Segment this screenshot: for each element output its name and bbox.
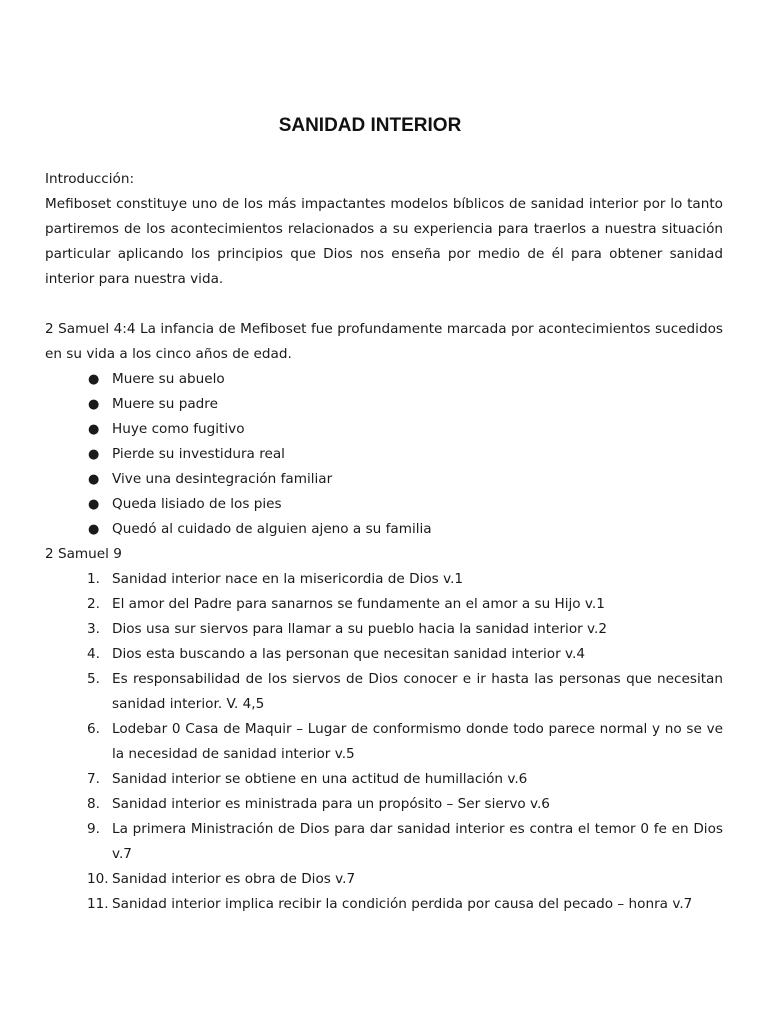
numbered-list <box>45 567 723 917</box>
numbered-item <box>45 867 723 892</box>
section2-heading: 2 Samuel 9 <box>45 546 122 562</box>
numbered-item <box>45 892 723 917</box>
numbered-item <box>45 767 723 792</box>
list-item-text: Muere su abuelo <box>112 371 225 387</box>
numbered-item-text: Sanidad interior es ministrada para un propósito – Ser siervo v.6 <box>112 796 550 812</box>
paragraph-spacer <box>45 292 723 317</box>
bullet-list <box>45 367 723 542</box>
numbered-item-text: Dios esta buscando a las personan que necesitan sanidad interior v.4 <box>112 646 585 662</box>
numbered-item-text: Dios usa sur siervos para llamar a su pueblo hacia la sanidad interior v.2 <box>112 621 608 637</box>
list-item <box>45 442 723 467</box>
list-item <box>45 492 723 517</box>
item-number: 4. <box>87 646 100 662</box>
bullet-icon: ● <box>88 422 100 437</box>
item-number: 11. <box>87 896 109 912</box>
bullet-icon: ● <box>88 522 100 537</box>
item-number: 8. <box>87 796 100 812</box>
numbered-item <box>45 667 723 717</box>
intro-paragraph: Mefiboset constituye uno de los más impactantes modelos bíblicos de sanidad interior por lo tanto partiremos de los acontecimientos relacionados a su experiencia para traerlos a nuestra situación particular aplicando los principios que Dios nos enseña por medio de él para obtener sanidad interior para nuestra vida. <box>45 196 723 287</box>
numbered-item-text: Es responsabilidad de los siervos de Dios conocer e ir hasta las personas que necesitan sanidad interior. V. 4,5 <box>112 671 723 712</box>
list-item-text: Huye como fugitivo <box>112 421 245 437</box>
item-number: 1. <box>87 571 100 587</box>
bullet-icon: ● <box>88 447 100 462</box>
numbered-item-text: Sanidad interior es obra de Dios v.7 <box>112 871 356 887</box>
list-item <box>45 467 723 492</box>
item-number: 5. <box>87 671 100 687</box>
item-number: 10. <box>87 871 109 887</box>
bullet-icon: ● <box>88 372 100 387</box>
numbered-item-text: La primera Ministración de Dios para dar sanidad interior es contra el temor 0 fe en Dios v.7 <box>112 821 723 862</box>
list-item-text: Pierde su investidura real <box>112 446 285 462</box>
item-number: 3. <box>87 621 100 637</box>
numbered-item-text: Lodebar 0 Casa de Maquir – Lugar de conformismo donde todo parece normal y no se ve la necesidad de sanidad interior v.5 <box>112 721 723 762</box>
intro-heading: Introducción: <box>45 171 135 187</box>
bullet-icon: ● <box>88 497 100 512</box>
numbered-item-text: Sanidad interior se obtiene en una actitud de humillación v.6 <box>112 771 528 787</box>
item-number: 6. <box>87 721 100 737</box>
item-number: 2. <box>87 596 100 612</box>
numbered-item-text: Sanidad interior implica recibir la condición perdida por causa del pecado – honra v.7 <box>112 896 693 912</box>
list-item-text: Queda lisiado de los pies <box>112 496 282 512</box>
bullet-icon: ● <box>88 472 100 487</box>
item-number: 7. <box>87 771 100 787</box>
list-item <box>45 392 723 417</box>
numbered-item <box>45 717 723 767</box>
list-item-text: Quedó al cuidado de alguien ajeno a su familia <box>112 521 432 537</box>
numbered-item-text: El amor del Padre para sanarnos se fundamente an el amor a su Hijo v.1 <box>112 596 605 612</box>
numbered-item <box>45 592 723 617</box>
section1-paragraph: 2 Samuel 4:4 La infancia de Mefiboset fue profundamente marcada por acontecimientos sucedidos en su vida a los cinco años de edad. <box>45 321 723 362</box>
list-item <box>45 517 723 542</box>
list-item-text: Muere su padre <box>112 396 218 412</box>
numbered-item-text: Sanidad interior nace en la misericordia de Dios v.1 <box>112 571 464 587</box>
list-item <box>45 417 723 442</box>
numbered-item <box>45 817 723 867</box>
numbered-item <box>45 792 723 817</box>
document-body <box>45 167 723 917</box>
list-item-text: Vive una desintegración familiar <box>112 471 333 487</box>
bullet-icon: ● <box>88 397 100 412</box>
numbered-item <box>45 642 723 667</box>
page-title: SANIDAD INTERIOR <box>278 115 462 136</box>
numbered-item <box>45 617 723 642</box>
numbered-item <box>45 567 723 592</box>
item-number: 9. <box>87 821 100 837</box>
list-item <box>45 367 723 392</box>
